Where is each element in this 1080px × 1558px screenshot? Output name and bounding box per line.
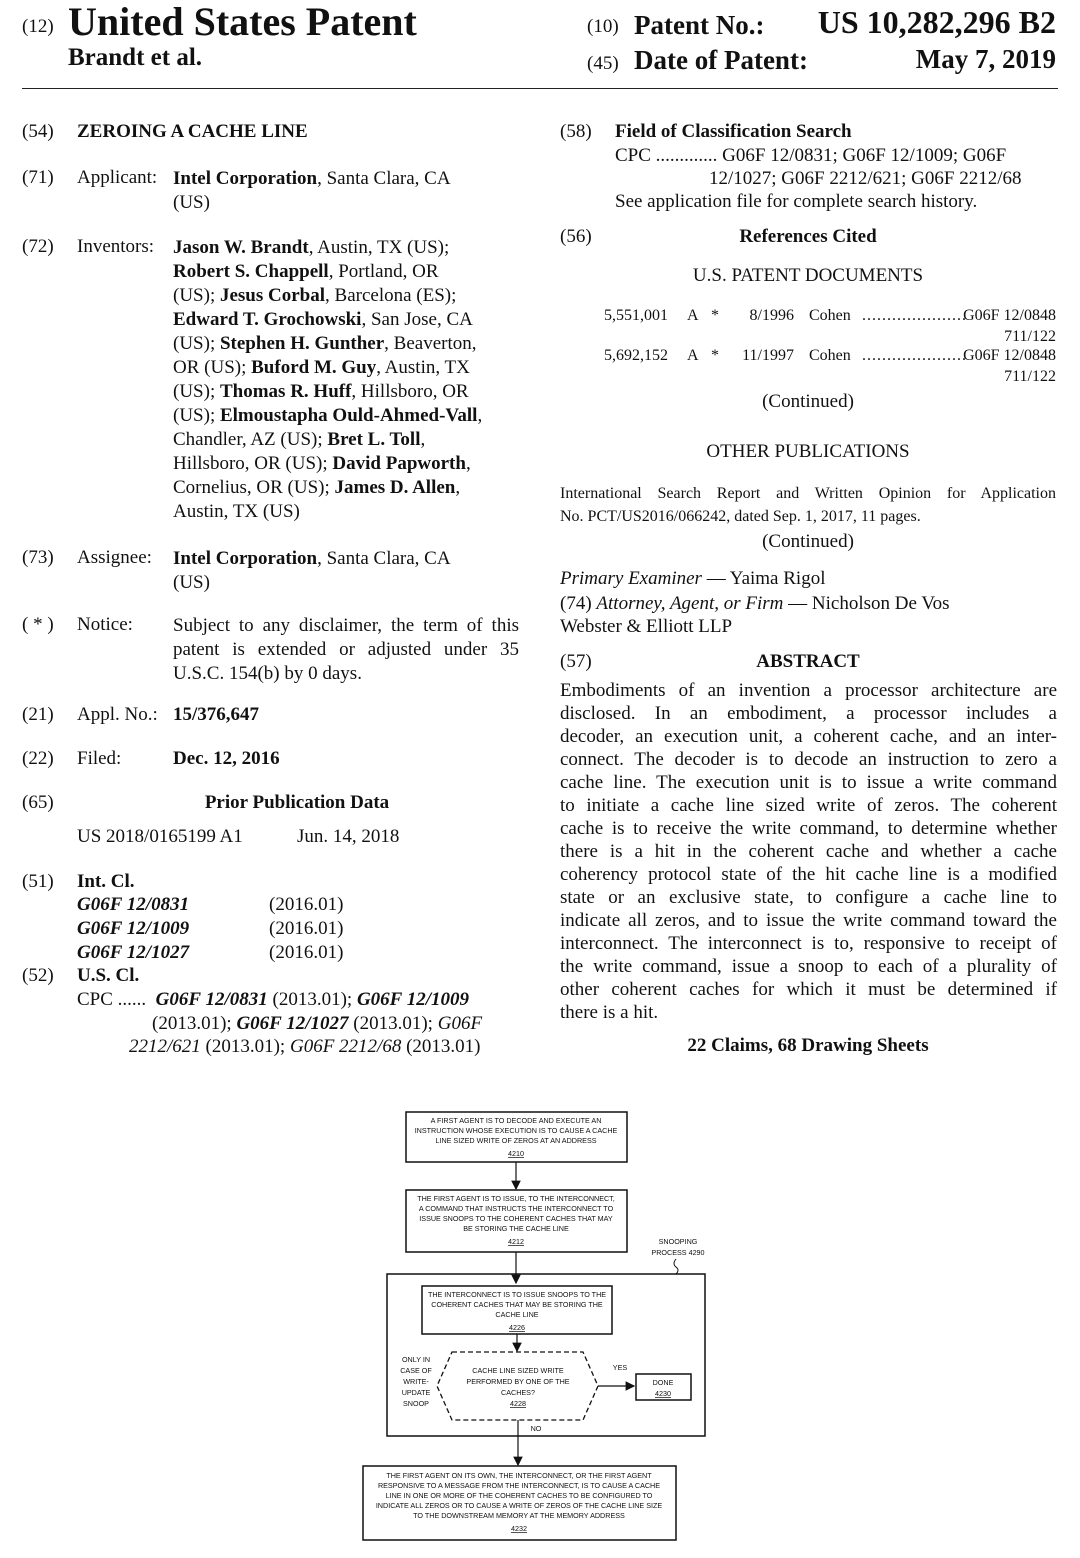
field-search-cpc-cont: 12/1027; G06F 2212/621; G06F 2212/68: [709, 168, 1022, 189]
snooping-label: PROCESS 4290: [651, 1248, 705, 1257]
done-text: DONE: [652, 1378, 674, 1387]
inventor-location: , Barcelona (ES);: [325, 285, 457, 306]
applicant-location: , Santa Clara, CA: [317, 168, 451, 189]
reference-subclass: 711/122: [1004, 368, 1056, 385]
side-note: CASE OF: [400, 1366, 432, 1375]
field-21-code: (21): [22, 704, 54, 725]
reference-class: G06F 12/0848: [963, 307, 1056, 324]
abstract-line: Embodiments of an invention a processor architecture are: [560, 680, 1057, 701]
other-publication-line: International Search Report and Written Opinion for Application: [560, 485, 1056, 502]
notice-label: Notice:: [77, 614, 133, 635]
assignee-country: (US): [173, 572, 210, 593]
int-cl-code: G06F 12/1027: [77, 942, 190, 963]
attorney-name: — Nicholson De Vos: [783, 593, 950, 614]
no-label: NO: [530, 1424, 542, 1433]
reference-star: *: [711, 307, 719, 324]
box-text: THE FIRST AGENT IS TO ISSUE, TO THE INTERCONNECT,: [417, 1194, 615, 1203]
box-ref: 4210: [508, 1149, 524, 1158]
us-cl-code: G06F: [437, 1013, 483, 1034]
reference-number: 5,692,152: [604, 347, 668, 364]
field-54-code: (54): [22, 121, 54, 142]
box-ref: 4212: [508, 1237, 524, 1246]
decision-ref: 4228: [510, 1399, 526, 1408]
reference-kind: A: [687, 347, 699, 364]
assignee-label: Assignee:: [77, 547, 152, 568]
yes-label: YES: [612, 1363, 628, 1372]
inventor-location: (US);: [173, 381, 220, 402]
field-71-code: (71): [22, 167, 54, 188]
box-text: ISSUE SNOOPS TO THE COHERENT CACHES THAT MAY: [419, 1214, 613, 1223]
patent-date: May 7, 2019: [915, 44, 1056, 74]
notice-line: U.S.C. 154(b) by 0 days.: [173, 663, 362, 684]
int-cl-code: G06F 12/0831: [77, 894, 190, 915]
other-publication-line: No. PCT/US2016/066242, dated Sep. 1, 2017, 11 pages.: [560, 508, 921, 525]
patent-number-code: (10): [587, 16, 619, 37]
abstract-line: disclosed. In an embodiment, a processor includes a: [560, 703, 1057, 724]
patent-type-title: United States Patent: [68, 0, 417, 44]
inventor-location: , Hillsboro, OR: [351, 381, 469, 402]
reference-inventor: Cohen: [809, 307, 851, 324]
primary-examiner-label: Primary Examiner: [560, 568, 702, 589]
patent-number-label: Patent No.:: [634, 10, 765, 40]
us-cl-code: G06F 12/1009: [356, 989, 470, 1010]
reference-subclass: 711/122: [1004, 328, 1056, 345]
abstract-line: the write command, issue a snoop to each of a plurality of: [560, 956, 1057, 977]
applicant-label: Applicant:: [77, 167, 158, 188]
inventor-location: OR (US);: [173, 357, 252, 378]
field-52-code: (52): [22, 965, 54, 986]
abstract-line: connect. The decoder is to decode an instruction to zero a: [560, 749, 1057, 770]
appl-no-value: 15/376,647: [173, 704, 260, 725]
inventor-location: ,: [455, 477, 461, 498]
us-patent-documents-title: U.S. PATENT DOCUMENTS: [692, 265, 924, 286]
field-72-code: (72): [22, 236, 54, 257]
reference-kind: A: [687, 307, 699, 324]
box-text: THE FIRST AGENT ON ITS OWN, THE INTERCONNECT, OR THE FIRST AGENT: [386, 1471, 652, 1480]
abstract-line: cache line. The execution unit is to issue a write command: [560, 772, 1057, 793]
us-cl-version: (2013.01);: [267, 989, 357, 1010]
abstract-line: state or an exclusive state, to configure a cache line to: [560, 887, 1057, 908]
us-cl-title: U.S. Cl.: [77, 965, 140, 986]
applicant-name: Intel Corporation: [173, 168, 318, 189]
box-text: A FIRST AGENT IS TO DECODE AND EXECUTE AN: [430, 1116, 602, 1125]
primary-examiner-name: — Yaima Rigol: [701, 568, 826, 589]
field-search-note: See application file for complete search history.: [615, 191, 978, 212]
reference-star: *: [711, 347, 719, 364]
reference-class: G06F 12/0848: [963, 347, 1056, 364]
decision-text: CACHE LINE SIZED WRITE: [472, 1366, 564, 1375]
field-73-code: (73): [22, 547, 54, 568]
inventor-name: James D. Allen: [334, 477, 456, 498]
decision-text: PERFORMED BY ONE OF THE: [466, 1377, 570, 1386]
abstract-line: coherency protocol state of the hit cache line is a modified: [560, 864, 1057, 885]
side-note: ONLY IN: [401, 1355, 431, 1364]
box-text: LINE IN ONE OR MORE OF THE COHERENT CACHES TO BE CONFIGURED TO: [385, 1491, 653, 1500]
inventor-location: Hillsboro, OR (US);: [173, 453, 333, 474]
assignee-name: Intel Corporation: [173, 548, 318, 569]
abstract-line: other coherent caches for which it must be determined if: [560, 979, 1057, 1000]
references-continued: (Continued): [762, 391, 854, 412]
int-cl-version: (2016.01): [269, 942, 344, 963]
side-note: WRITE-: [403, 1377, 429, 1386]
abstract-line: indicate all zeros, and to issue the write command toward the: [560, 910, 1057, 931]
inventor-location: , San Jose, CA: [361, 309, 473, 330]
appl-no-label: Appl. No.:: [77, 704, 158, 725]
invention-title: ZEROING A CACHE LINE: [77, 121, 308, 142]
inventor-name: Buford M. Guy: [251, 357, 377, 378]
int-cl-title: Int. Cl.: [77, 871, 135, 892]
field-57-code: (57): [560, 651, 592, 672]
inventor-location: , Portland, OR: [328, 261, 439, 282]
decision-text: CACHES?: [501, 1388, 535, 1397]
field-search-cpc: CPC ............. G06F 12/0831; G06F 12/1009; G06F: [615, 145, 1007, 166]
inventor-name: Thomas R. Huff: [219, 381, 352, 402]
decision-4228: [437, 1352, 598, 1420]
us-cl-code: G06F 12/0831: [155, 989, 268, 1010]
inventor-location: ,: [465, 453, 471, 474]
abstract-line: there is a hit.: [560, 1002, 659, 1023]
box-text: RESPONSIVE TO A MESSAGE FROM THE INTERCONNECT, IS TO CAUSE A CACHE: [377, 1481, 661, 1490]
us-cl-code: G06F 2212/68: [289, 1036, 402, 1057]
int-cl-version: (2016.01): [269, 918, 344, 939]
box-text: TO THE DOWNSTREAM MEMORY AT THE MEMORY ADDRESS: [413, 1511, 625, 1520]
us-cl-version: (2013.01);: [200, 1036, 290, 1057]
kind-code-number: (12): [22, 16, 54, 37]
inventor-location: , Austin, TX: [376, 357, 470, 378]
prior-publication-number: US 2018/0165199 A1: [77, 826, 243, 847]
filed-value: Dec. 12, 2016: [173, 748, 280, 769]
attorney-name-cont: Webster & Elliott LLP: [560, 616, 733, 637]
notice-line: patent is extended or adjusted under 35: [173, 639, 519, 660]
inventor-location: (US);: [173, 333, 220, 354]
notice-code: ( * ): [22, 614, 54, 635]
us-cl-version: (2013.01);: [152, 1013, 237, 1034]
side-note: UPDATE: [401, 1388, 431, 1397]
field-22-code: (22): [22, 748, 54, 769]
inventor-name: Jesus Corbal: [219, 285, 326, 306]
us-cl-cpc: CPC ......: [77, 989, 147, 1010]
date-label: Date of Patent:: [634, 45, 808, 75]
applicant-country: (US): [173, 192, 210, 213]
abstract-line: to initiate a cache line sized write of zeros. The coherent: [560, 795, 1057, 816]
inventor-location: ,: [477, 405, 483, 426]
abstract-line: there is a hit in the coherent cache and whether a cache: [560, 841, 1057, 862]
field-58-code: (58): [560, 121, 592, 142]
field-56-code: (56): [560, 226, 592, 247]
box-text: INDICATE ALL ZEROS OR TO CAUSE A WRITE OF ZEROS OF THE CACHE LINE SIZE: [375, 1501, 663, 1510]
side-note: SNOOP: [403, 1399, 429, 1408]
inventors-label: Inventors:: [77, 236, 155, 257]
box-text: CACHE LINE: [495, 1310, 539, 1319]
date-code: (45): [587, 53, 619, 74]
inventor-location: , Beaverton,: [384, 333, 477, 354]
attorney-label: Attorney, Agent, or Firm: [596, 593, 784, 614]
abstract-line: cache is to receive the write command, to determine whether: [560, 818, 1057, 839]
reference-date: 8/1996: [749, 307, 794, 324]
box-text: INSTRUCTION WHOSE EXECUTION IS TO CAUSE A CACHE: [414, 1126, 618, 1135]
assignee-location: , Santa Clara, CA: [317, 548, 451, 569]
inventor-location: (US);: [173, 405, 220, 426]
inventor-location: Chandler, AZ (US);: [173, 429, 328, 450]
abstract-line: decoder, an execution unit, a coherent cache, and an inter-: [560, 726, 1057, 747]
us-cl-code: G06F 12/1027: [236, 1013, 349, 1034]
reference-number: 5,551,001: [604, 307, 668, 324]
inventor-name: Edward T. Grochowski: [173, 309, 362, 330]
box-text: BE STORING THE CACHE LINE: [463, 1224, 569, 1233]
us-cl-version: (2013.01);: [348, 1013, 438, 1034]
abstract-line: interconnect. The interconnect is to, responsive to receipt of: [560, 933, 1057, 954]
field-65-code: (65): [22, 792, 54, 813]
other-publications-title: OTHER PUBLICATIONS: [706, 441, 910, 462]
inventor-name: David Papworth: [332, 453, 466, 474]
reference-inventor: Cohen: [809, 347, 851, 364]
box-text: THE INTERCONNECT IS TO ISSUE SNOOPS TO THE: [427, 1290, 607, 1299]
reference-date: 11/1997: [742, 347, 794, 364]
reference-leader: .....................: [862, 307, 967, 324]
inventor-name: Stephen H. Gunther: [219, 333, 385, 354]
patent-number: US 10,282,296 B2: [817, 4, 1056, 40]
box-text: A COMMAND THAT INSTRUCTS THE INTERCONNECT TO: [418, 1204, 614, 1213]
claims-count: 22 Claims, 68 Drawing Sheets: [687, 1035, 929, 1056]
inventor-location: ,: [420, 429, 426, 450]
box-text: LINE SIZED WRITE OF ZEROS AT AN ADDRESS: [435, 1136, 597, 1145]
field-search-title: Field of Classification Search: [615, 121, 852, 142]
us-cl-version: (2013.01): [401, 1036, 481, 1057]
inventor-location: Cornelius, OR (US);: [173, 477, 335, 498]
int-cl-version: (2016.01): [269, 894, 344, 915]
box-text: COHERENT CACHES THAT MAY BE STORING THE: [431, 1300, 603, 1309]
done-ref: 4230: [655, 1389, 671, 1398]
prior-publication-date: Jun. 14, 2018: [297, 826, 400, 847]
inventor-location: Austin, TX (US): [173, 501, 300, 522]
filed-label: Filed:: [77, 748, 122, 769]
other-publications-continued: (Continued): [762, 531, 854, 552]
snooping-leader: [674, 1259, 678, 1274]
box-ref: 4226: [509, 1323, 525, 1332]
patent-authors: Brandt et al.: [68, 44, 203, 71]
snooping-label: SNOOPING: [658, 1237, 698, 1246]
inventor-location: , Austin, TX (US);: [308, 237, 450, 258]
abstract-title: ABSTRACT: [756, 651, 860, 672]
inventor-location: (US);: [173, 285, 220, 306]
int-cl-code: G06F 12/1009: [77, 918, 190, 939]
inventor-name: Bret L. Toll: [327, 429, 421, 450]
notice-line: Subject to any disclaimer, the term of this: [173, 615, 519, 636]
field-51-code: (51): [22, 871, 54, 892]
prior-publication-title: Prior Publication Data: [204, 792, 390, 813]
inventor-name: Elmoustapha Ould-Ahmed-Vall: [219, 405, 478, 426]
attorney-code: (74): [560, 593, 592, 614]
inventor-name: Robert S. Chappell: [173, 261, 329, 282]
reference-leader: .....................: [862, 347, 967, 364]
references-title: References Cited: [739, 226, 877, 247]
inventor-name: Jason W. Brandt: [173, 237, 309, 258]
us-cl-code: 2212/621: [129, 1036, 201, 1057]
box-ref: 4232: [511, 1524, 527, 1533]
